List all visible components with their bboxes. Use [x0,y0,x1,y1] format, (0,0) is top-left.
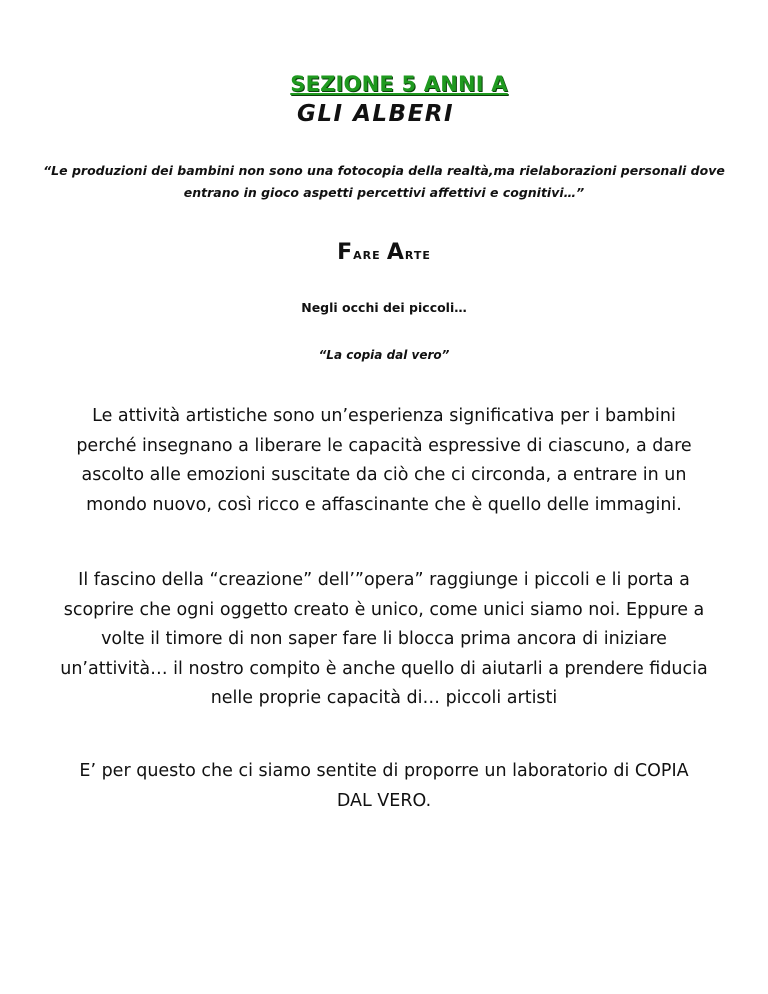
art-title-initial-f: F [337,240,354,265]
art-title-rest-2: rte [404,245,431,263]
section-title: SEZIONE 5 ANNI A [290,72,508,96]
paragraph-2: Il fascino della “creazione” dell’”opera” raggiunge i piccoli e li porta a scoprire che ogni oggetto creato è unico, come unici siamo noi. Eppure a volte il timore di non saper fare li blocca prima ancora di iniziare un’attività… il nostro compito è anche quello di aiutarli a prendere fiducia nelle proprie capacità di… piccoli artisti [60,570,708,708]
art-title-rest-1: are [353,245,381,263]
art-title-initial-a: A [386,240,405,265]
paragraph-3: E’ per questo che ci siamo sentite di proporre un laboratorio di COPIA DAL VERO. [79,761,689,811]
paragraph-1: Le attività artistiche sono un’esperienza significativa per i bambini perché insegnano a liberare le capacità espressive di ciascuno, a dare ascolto alle emozioni suscitate da ciò che ci circonda, a entrare in un mondo nuovo, così ricco e affascinante che è quello delle immagini. [76,406,692,515]
subtitle-eyes: Negli occhi dei piccoli… [301,300,467,315]
art-title [0,240,768,265]
intro-quote: “Le produzioni dei bambini non sono una fotocopia della realtà,ma rielaborazioni personali dove entrano in gioco aspetti percettivi affettivi e cognitivi…” [43,163,725,200]
subtitle-copy: “La copia dal vero” [318,348,450,362]
main-title: GLI ALBERI [297,101,455,127]
